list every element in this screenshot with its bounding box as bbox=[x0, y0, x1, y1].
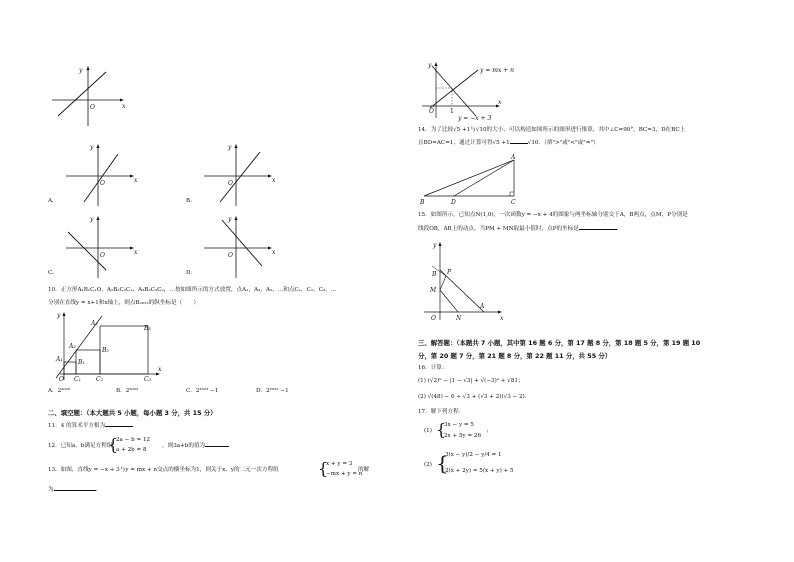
q14-fig-d: D bbox=[451, 199, 456, 206]
top-graph-y-label: y bbox=[79, 67, 83, 74]
q17-part2-brace: { bbox=[436, 451, 449, 475]
q12-stem-pre: 12．已知a，b满足方程组 bbox=[48, 443, 113, 449]
q15-answer-blank[interactable] bbox=[579, 229, 617, 230]
q15-fig-m: M bbox=[430, 287, 437, 294]
option-a-letter: A. bbox=[48, 198, 54, 204]
q17-part2-eq2: 2(x + 2y) = 5(x + y) + 5 bbox=[445, 468, 514, 474]
q17-part1-eq2: 2x + 5y = 26 bbox=[444, 433, 482, 439]
q13-answer-blank[interactable] bbox=[54, 490, 96, 491]
q14-text-line2 bbox=[418, 140, 599, 147]
option-b-origin: O bbox=[228, 180, 233, 187]
option-a-y-label: y bbox=[90, 144, 94, 151]
q10-y-label: y bbox=[57, 312, 61, 319]
q15-line2: 线段OB，AB上的动点，当PM + MN取最小值时，点P的坐标是 bbox=[418, 226, 579, 232]
q13-eq1: x + y = 3 bbox=[326, 461, 353, 467]
q12-answer-blank[interactable] bbox=[205, 446, 229, 447]
option-a-x-label: x bbox=[134, 177, 138, 184]
option-a-graph bbox=[62, 140, 142, 210]
section-2-title: 二、填空题：（本大题共 5 小题，每小题 3 分，共 15 分） bbox=[48, 409, 217, 417]
top-graph-x-label: x bbox=[122, 103, 126, 110]
q10-x-label: x bbox=[158, 366, 162, 373]
q14-fig-c: C bbox=[511, 199, 516, 206]
q10-b1: B₁ bbox=[78, 359, 85, 366]
option-d-x-label: x bbox=[272, 249, 276, 256]
q13-fig-origin: O bbox=[429, 108, 434, 115]
q13-stem-pre: 13．如图，直线y = −x + 3与y = mx + n交点的横坐标为1，则关于x、y的二元一次方程组 bbox=[48, 467, 279, 473]
q10-origin: O bbox=[59, 376, 64, 383]
q11-answer-blank[interactable] bbox=[105, 426, 133, 427]
q16-title: 16．计算： bbox=[418, 365, 448, 371]
q13-eq2: −mx + y = n bbox=[326, 471, 363, 477]
q15-fig-b: B bbox=[432, 271, 437, 278]
option-d-y-label: y bbox=[228, 216, 232, 223]
option-d-graph bbox=[200, 212, 280, 282]
q13-fig-x-label: x bbox=[498, 99, 502, 106]
q13-fig-line2-label: y = −x + 3 bbox=[458, 115, 492, 122]
q14-line2-pre: 且BD=AC=1，通过计算可得√5 +1 bbox=[418, 140, 510, 146]
q13-text-line2: 为 ． bbox=[48, 487, 102, 493]
q14-figure bbox=[418, 150, 528, 208]
q17-part1-label: (1) bbox=[424, 428, 432, 434]
option-c-origin: O bbox=[100, 252, 105, 259]
q15-fig-y-label: y bbox=[433, 242, 437, 249]
q13-fig-one: 1 bbox=[450, 108, 454, 115]
q15-fig-a: A bbox=[480, 303, 485, 310]
option-b-x-label: x bbox=[272, 177, 276, 184]
q11-text bbox=[48, 423, 133, 430]
q16-part2: (2) √(48) − 6 ÷ √3 + (√3 + 2)(√3 − 2)． bbox=[418, 394, 531, 400]
q15-fig-x-label: x bbox=[500, 315, 504, 322]
q13-system-brace: { bbox=[318, 459, 329, 478]
q17-title: 17．解下列方程： bbox=[418, 409, 465, 415]
q15-figure bbox=[420, 238, 510, 322]
option-b-graph bbox=[200, 140, 280, 210]
q15-text-line2: 线段OB，AB上的动点，当PM + MN取最小值时，点P的坐标是 ． bbox=[418, 226, 623, 232]
q10-c3: C₃ bbox=[144, 376, 151, 383]
section-3-title-line1: 三、解答题：（本题共 7 小题，其中第 16 题 6 分，第 17 题 8 分，第 18 题 5 分，第 19 题 10 bbox=[418, 339, 701, 347]
q16-part1: (1) (√2)⁰ − |1 − √3| + √(−3)² + √81； bbox=[418, 378, 524, 384]
q10-text-line2: 分别在直线y = x+1和x轴上，则点B₂₀₂₃的纵坐标是（ ） bbox=[48, 300, 199, 306]
option-c-y-label: y bbox=[90, 216, 94, 223]
q10-option-b: B．2²⁰²³ bbox=[116, 388, 139, 394]
q12-eq1: 2a − b = 12 bbox=[116, 437, 151, 443]
q12-system-brace: { bbox=[108, 435, 119, 454]
option-c-graph bbox=[62, 212, 142, 282]
q15-fig-origin: O bbox=[431, 315, 436, 322]
q12-eq2: a + 2b = 8 bbox=[116, 447, 147, 453]
q12-text-post bbox=[162, 443, 229, 450]
q10-b3: B₃ bbox=[144, 325, 151, 332]
option-b-y-label: y bbox=[228, 144, 232, 151]
q10-option-d: D．2²⁰²² −1 bbox=[256, 388, 289, 394]
q17-part1-brace: { bbox=[436, 420, 447, 439]
q14-text-line1: 14．为了比较√5 +1与√10的大小，可以构造如图所示的图形进行推算，其中∠C=90°，BC=3，D在BC上 bbox=[418, 127, 686, 133]
q10-a1: A₁ bbox=[56, 356, 63, 363]
q15-fig-n: N bbox=[456, 315, 462, 322]
q14-answer-blank[interactable] bbox=[510, 143, 528, 144]
top-graph bbox=[48, 60, 128, 130]
option-b-letter: B. bbox=[186, 198, 192, 204]
q10-a3: A₃ bbox=[91, 320, 98, 327]
q13-line2: 为 bbox=[48, 487, 54, 493]
q14-line2-post: √10．（填">"或"<"或"="） bbox=[527, 140, 599, 146]
q10-figure bbox=[52, 310, 167, 382]
q17-part2-eq1: 3(x − y)/2 − y/4 = 1 bbox=[445, 452, 502, 458]
section-3-title-line2: 分，第 20 题 7 分，第 21 题 8 分，第 22 题 11 分，共 55 分） bbox=[418, 352, 612, 360]
q13-figure bbox=[418, 60, 515, 122]
q13-stem-post: 的解 bbox=[358, 467, 370, 473]
q10-option-c: C．2²⁰²³ −1 bbox=[186, 388, 219, 394]
q12-stem-post: ，则3a+b的值为 bbox=[162, 443, 206, 449]
q13-fig-line1-label: y = mx + n bbox=[480, 67, 515, 74]
q17-part1-eq1: 3x − y = 5 bbox=[444, 422, 474, 428]
q13-fig-y-label: y bbox=[428, 62, 432, 69]
top-graph-origin: O bbox=[90, 104, 95, 111]
q17-part1-end: ； bbox=[486, 428, 492, 434]
option-d-letter: D. bbox=[186, 270, 193, 276]
q10-option-a: A．2²⁰²² bbox=[48, 388, 71, 394]
q15-text-line1: 15．如图所示，已知点N(1,0)，一次函数y = −x + 4的图象与两坐标轴分别交于A，B两点，点M，P分别是 bbox=[418, 212, 688, 218]
q10-c2: C₂ bbox=[96, 376, 103, 383]
q11-stem: 11．4 的算术平方根为 bbox=[48, 423, 106, 429]
option-d-origin: O bbox=[228, 252, 233, 259]
option-a-origin: O bbox=[100, 180, 105, 187]
q14-fig-a: A bbox=[511, 154, 516, 161]
q10-text-line1: 10．正方形A₁B₁C₁O，A₂B₂C₂C₁，A₃B₃C₃C₂，…按如图所示的方式放置，点A₁，A₂，A₃，…和点C₁，C₂，C₃，… bbox=[48, 287, 337, 293]
q10-c1: C₁ bbox=[74, 376, 81, 383]
option-c-x-label: x bbox=[134, 249, 138, 256]
q17-part2-label: (2) bbox=[424, 462, 432, 468]
q10-b2: B₂ bbox=[102, 347, 109, 354]
option-c-letter: C. bbox=[48, 270, 54, 276]
q15-fig-p: P bbox=[447, 269, 452, 276]
q10-a2: A₂ bbox=[69, 343, 76, 350]
q14-fig-b: B bbox=[420, 199, 425, 206]
